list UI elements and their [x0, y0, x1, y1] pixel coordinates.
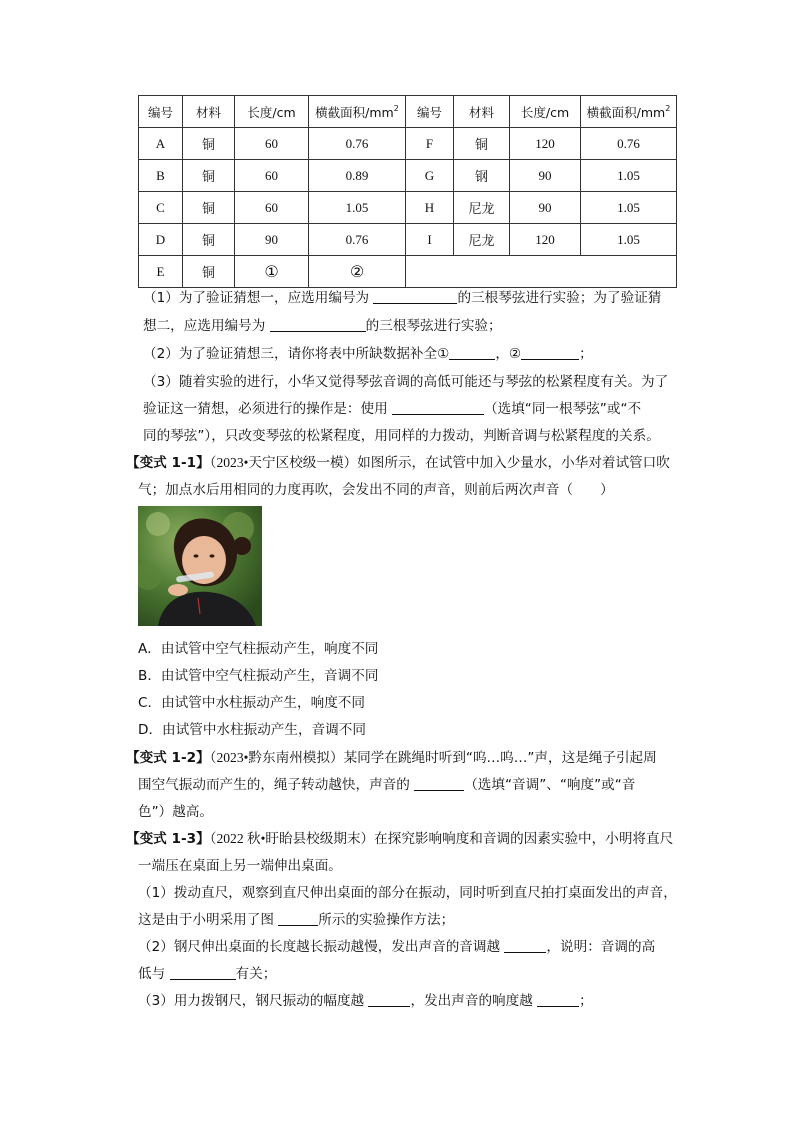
- answer-blank[interactable]: [270, 317, 366, 332]
- table-cell: H: [406, 192, 454, 224]
- q1-line-2: 想二，应选用编号为 的三根琴弦进行实验；: [143, 318, 502, 334]
- table-cell: 0.76: [581, 128, 677, 160]
- table-cell: 0.89: [309, 160, 406, 192]
- table-cell: 90: [510, 160, 581, 192]
- table-cell: 钢: [454, 160, 510, 192]
- table-cell: 铜: [183, 256, 235, 288]
- option-d[interactable]: D．由试管中水柱振动产生，音调不同: [138, 722, 366, 738]
- table-cell: 1.05: [309, 192, 406, 224]
- v11-line-2: 气；加点水后用相同的力度再吹，会发出不同的声音，则前后两次声音（ ）: [138, 482, 614, 498]
- answer-blank[interactable]: [521, 345, 579, 360]
- header-cell: 长度/cm: [235, 96, 309, 128]
- v13-p3-line: （3）用力拨钢尺，钢尺振动的幅度越 ，发出声音的响度越 ；: [138, 993, 593, 1009]
- table-row: [139, 256, 677, 288]
- v13-p2-line-2: 低与 有关；: [138, 966, 277, 982]
- table-cell: 0.76: [309, 128, 406, 160]
- v13-line-1: 【变式 1-3】（2022 秋•盱眙县校级期末）在探究影响响度和音调的因素实验中，小明将直尺: [126, 831, 674, 847]
- table-cell: 60: [235, 192, 309, 224]
- answer-blank[interactable]: [537, 992, 579, 1007]
- table-cell: 铜: [454, 128, 510, 160]
- v11-line-1: 【变式 1-1】（2023•天宁区校级一模）如图所示，在试管中加入少量水，小华对着试管口吹: [126, 455, 670, 471]
- table-cell: 铜: [183, 224, 235, 256]
- missing-value-1: ①: [235, 256, 309, 288]
- header-cell: 编号: [406, 96, 454, 128]
- table-cell: 90: [510, 192, 581, 224]
- q3-line-1: （3）随着实验的进行，小华又觉得琴弦音调的高低可能还与琴弦的松紧程度有关。为了: [143, 374, 669, 390]
- table-cell: 120: [510, 224, 581, 256]
- table-cell: I: [406, 224, 454, 256]
- option-a[interactable]: A．由试管中空气柱振动产生，响度不同: [138, 641, 379, 657]
- answer-blank[interactable]: [449, 345, 495, 360]
- table-cell: G: [406, 160, 454, 192]
- girl-blowing-test-tube-photo: [138, 506, 262, 626]
- header-cell: 编号: [139, 96, 183, 128]
- table-cell: D: [139, 224, 183, 256]
- v12-line-1: 【变式 1-2】（2023•黔东南州模拟）某同学在跳绳时听到“呜…呜…”声，这是绳子引起周: [126, 750, 657, 766]
- table-cell: 1.05: [581, 192, 677, 224]
- table-cell: 铜: [183, 128, 235, 160]
- answer-blank[interactable]: [392, 400, 484, 415]
- table-row: [139, 160, 677, 192]
- answer-blank[interactable]: [368, 992, 410, 1007]
- string-data-table: [138, 95, 677, 288]
- table-row: [139, 224, 677, 256]
- header-cell: 材料: [454, 96, 510, 128]
- header-cell: 材料: [183, 96, 235, 128]
- table-cell: 120: [510, 128, 581, 160]
- v13-p2-line-1: （2）钢尺伸出桌面的长度越长振动越慢，发出声音的音调越 ，说明：音调的高: [138, 939, 656, 955]
- table-cell: C: [139, 192, 183, 224]
- table-cell: 尼龙: [454, 192, 510, 224]
- q3-line-2: 验证这一猜想，必须进行的操作是：使用 （选填“同一根琴弦”或“不: [143, 401, 642, 417]
- table-row: [139, 128, 677, 160]
- table-cell: F: [406, 128, 454, 160]
- header-cell: 横截面积$/mm^2$: [309, 96, 406, 128]
- v12-line-2: 围空气振动而产生的，绳子转动越快，声音的 （选填“音调”、“响度”或“音: [138, 777, 636, 793]
- table-cell: 铜: [183, 192, 235, 224]
- header-cell: 长度/cm: [510, 96, 581, 128]
- missing-value-2: ②: [309, 256, 406, 288]
- q2-line: （2）为了验证猜想三，请你将表中所缺数据补全① ，② ；: [143, 346, 593, 362]
- table-row: [139, 192, 677, 224]
- table-cell: 尼龙: [454, 224, 510, 256]
- table-cell: 60: [235, 128, 309, 160]
- table-cell: 0.76: [309, 224, 406, 256]
- photo-illustration: [138, 506, 262, 626]
- answer-blank[interactable]: [278, 911, 318, 926]
- table-cell: B: [139, 160, 183, 192]
- table-cell: 1.05: [581, 160, 677, 192]
- table-header-row: [139, 96, 677, 128]
- answer-blank[interactable]: [414, 776, 464, 791]
- q3-line-3: 同的琴弦”），只改变琴弦的松紧程度，用同样的力拨动，判断音调与松紧程度的关系。: [143, 428, 660, 444]
- table-cell: 90: [235, 224, 309, 256]
- answer-blank[interactable]: [373, 289, 457, 304]
- table-cell: E: [139, 256, 183, 288]
- v13-p1-line-2: 这是由于小明采用了图 所示的实验操作方法；: [138, 912, 455, 928]
- answer-blank[interactable]: [504, 938, 546, 953]
- option-c[interactable]: C．由试管中水柱振动产生，响度不同: [138, 695, 365, 711]
- q1-line-1: （1）为了验证猜想一，应选用编号为 的三根琴弦进行实验；为了验证猜: [143, 290, 662, 306]
- table-cell: A: [139, 128, 183, 160]
- v13-p1-line-1: （1）拨动直尺，观察到直尺伸出桌面的部分在振动，同时听到直尺拍打桌面发出的声音，: [138, 885, 677, 901]
- empty-merged-cell: [406, 256, 677, 288]
- option-b[interactable]: B．由试管中空气柱振动产生，音调不同: [138, 668, 379, 684]
- table-cell: 60: [235, 160, 309, 192]
- table-cell: 1.05: [581, 224, 677, 256]
- v13-line-2: 一端压在桌面上另一端伸出桌面。: [138, 858, 342, 874]
- header-cell: 横截面积$/mm^2$: [581, 96, 677, 128]
- v12-line-3: 色”）越高。: [138, 804, 214, 820]
- table-cell: 铜: [183, 160, 235, 192]
- answer-blank[interactable]: [170, 965, 236, 980]
